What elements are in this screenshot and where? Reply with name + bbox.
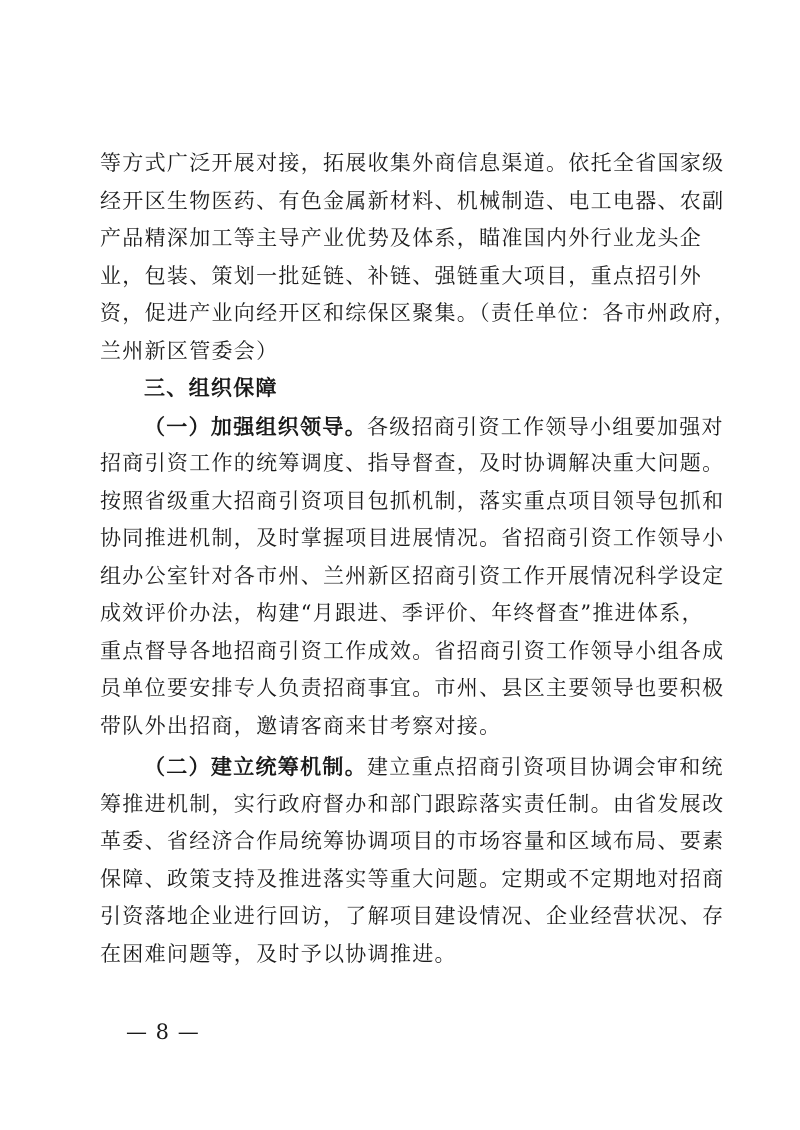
- text-line: 经开区生物医药、有色金属新材料、机械制造、电工电器、农副: [100, 188, 725, 213]
- text-line: 重点督导各地招商引资工作成效。省招商引资工作领导小组各成: [100, 638, 725, 663]
- text-line: 产品精深加工等主导产业优势及体系，瞄准国内外行业龙头企: [100, 226, 703, 250]
- text-line: 保障、政策支持及推进落实等重大问题。定期或不定期地对招商: [100, 866, 725, 891]
- text-run: 各级招商引资工作领导小组要加强对: [367, 414, 724, 439]
- text-line: 资，促进产业向经开区和综保区聚集。（责任单位：各市州政府，: [100, 301, 737, 325]
- text-line: 员单位要安排专人负责招商事宜。市州、县区主要领导也要积极: [100, 676, 725, 700]
- text-line: 兰州新区管委会）: [100, 338, 279, 363]
- paragraph-first-line: [100, 748, 724, 786]
- text-line: 革委、省经济合作局统筹协调项目的市场容量和区域布局、要素: [100, 829, 725, 853]
- text-run: 建立重点招商引资项目协调会审和统: [367, 755, 724, 779]
- text-line: 带队外出招商，邀请客商来甘考察对接。: [100, 713, 502, 738]
- text-line: 招商引资工作的统筹调度、指导督查，及时协调解决重大问题。: [100, 451, 725, 475]
- text-line: 等方式广泛开展对接，拓展收集外商信息渠道。依托全省国家级: [100, 151, 725, 175]
- subheading-coordination-mechanism: （二）建立统筹机制。: [144, 754, 367, 779]
- document-body: [100, 145, 737, 973]
- text-line: 筹推进机制，实行政府督办和部门跟踪落实责任制。由省发展改: [100, 791, 725, 816]
- paragraph-first-line: [100, 408, 724, 446]
- paragraph-3: [100, 748, 725, 973]
- text-line: 组办公室针对各市州、兰州新区招商引资工作开展情况科学设定: [100, 563, 725, 588]
- text-line: 业，包装、策划一批延链、补链、强链重大项目，重点招引外: [100, 263, 703, 288]
- paragraph-2: [100, 408, 725, 746]
- page-number: — 8 —: [126, 1020, 200, 1044]
- text-line: 引资落地企业进行回访，了解项目建设情况、企业经营状况、存: [100, 904, 725, 928]
- text-line: 协同推进机制，及时掌握项目进展情况。省招商引资工作领导小: [100, 526, 725, 550]
- text-line: 按照省级重大招商引资项目包抓机制，落实重点项目领导包抓和: [100, 488, 725, 513]
- subheading-strengthen-leadership: （一）加强组织领导。: [144, 413, 367, 439]
- text-line: 成效评价办法，构建“月跟进、季评价、年终督查”推进体系，: [100, 601, 704, 625]
- paragraph-1: [100, 145, 737, 370]
- section-heading: 三、组织保障: [144, 376, 278, 400]
- text-line: 在困难问题等，及时予以协调推进。: [100, 941, 457, 966]
